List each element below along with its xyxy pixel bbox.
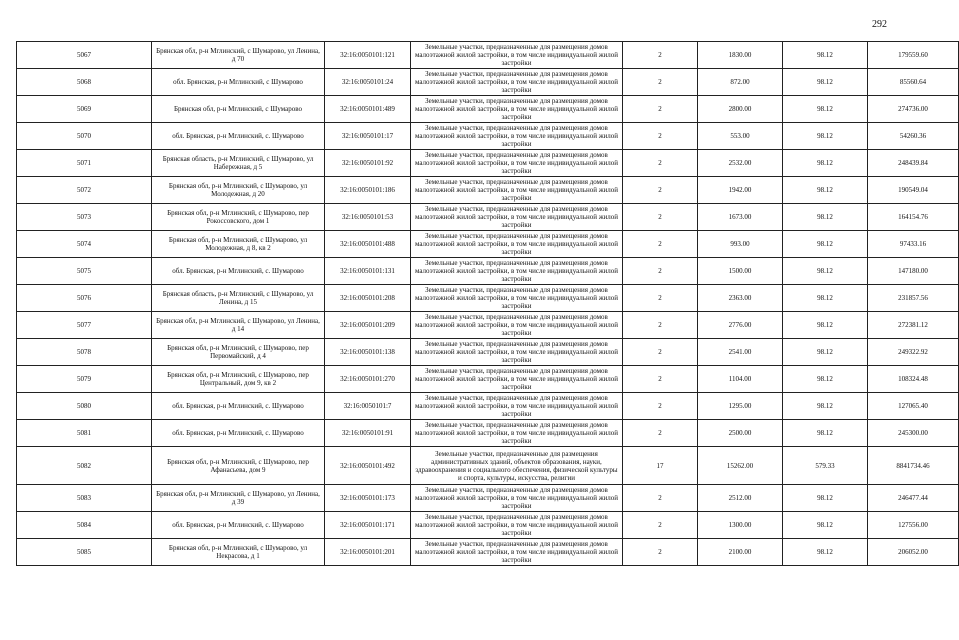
table-row xyxy=(17,339,959,366)
group-code-cell: 2 xyxy=(623,485,698,512)
land-use-cell: Земельные участки, предназначенные для размещения домов малоэтажной жилой застройки, в том числе индивидуальной жилой застройки xyxy=(411,393,623,420)
cadastral-number-cell: 32:16:0050101:91 xyxy=(325,420,411,447)
address-cell: Брянская обл, р-н Мглинский, с Шумарово, ул Молодежная, д 8, кв 2 xyxy=(152,231,325,258)
cadastral-number-cell: 32:16:0050101:24 xyxy=(325,69,411,96)
group-code-cell: 2 xyxy=(623,393,698,420)
row-number: 5068 xyxy=(17,69,152,96)
address-cell: обл. Брянская, р-н Мглинский, с. Шумарово xyxy=(152,512,325,539)
rate-cell: 98.12 xyxy=(783,69,868,96)
land-use-cell: Земельные участки, предназначенные для размещения домов малоэтажной жилой застройки, в том числе индивидуальной жилой застройки xyxy=(411,123,623,150)
table-row xyxy=(17,177,959,204)
row-number: 5074 xyxy=(17,231,152,258)
cadastral-value-cell: 206052.00 xyxy=(868,539,959,566)
cadastral-value-cell: 190549.04 xyxy=(868,177,959,204)
group-code-cell: 2 xyxy=(623,366,698,393)
address-cell: Брянская обл, р-н Мглинский, с Шумарово, пер Центральный, дом 9, кв 2 xyxy=(152,366,325,393)
cadastral-value-cell: 274736.00 xyxy=(868,96,959,123)
rate-cell: 98.12 xyxy=(783,258,868,285)
rate-cell: 98.12 xyxy=(783,204,868,231)
cadastral-number-cell: 32:16:0050101:209 xyxy=(325,312,411,339)
row-number: 5084 xyxy=(17,512,152,539)
table-row xyxy=(17,69,959,96)
table-row xyxy=(17,204,959,231)
land-use-cell: Земельные участки, предназначенные для размещения домов малоэтажной жилой застройки, в том числе индивидуальной жилой застройки xyxy=(411,42,623,69)
group-code-cell: 2 xyxy=(623,123,698,150)
address-cell: Брянская область, р-н Мглинский, с Шумарово, ул Набережная, д 5 xyxy=(152,150,325,177)
cadastral-value-cell: 147180.00 xyxy=(868,258,959,285)
land-use-cell: Земельные участки, предназначенные для размещения домов малоэтажной жилой застройки, в том числе индивидуальной жилой застройки xyxy=(411,366,623,393)
area-cell: 2363.00 xyxy=(698,285,783,312)
rate-cell: 98.12 xyxy=(783,339,868,366)
area-cell: 1830.00 xyxy=(698,42,783,69)
table-row xyxy=(17,285,959,312)
cadastral-value-cell: 231857.56 xyxy=(868,285,959,312)
address-cell: Брянская обл, р-н Мглинский, с Шумарово, ул Молодежная, д 20 xyxy=(152,177,325,204)
address-cell: Брянская обл, р-н Мглинский, с Шумарово, ул Ленина, д 39 xyxy=(152,485,325,512)
row-number: 5083 xyxy=(17,485,152,512)
rate-cell: 98.12 xyxy=(783,150,868,177)
table-row xyxy=(17,485,959,512)
row-number: 5070 xyxy=(17,123,152,150)
cadastral-value-cell: 85560.64 xyxy=(868,69,959,96)
land-use-cell: Земельные участки, предназначенные для размещения домов малоэтажной жилой застройки, в том числе индивидуальной жилой застройки xyxy=(411,258,623,285)
cadastral-value-cell: 245300.00 xyxy=(868,420,959,447)
area-cell: 2532.00 xyxy=(698,150,783,177)
table-row xyxy=(17,512,959,539)
group-code-cell: 2 xyxy=(623,539,698,566)
table-row xyxy=(17,539,959,566)
table-row xyxy=(17,231,959,258)
row-number: 5077 xyxy=(17,312,152,339)
group-code-cell: 2 xyxy=(623,204,698,231)
land-use-cell: Земельные участки, предназначенные для размещения домов малоэтажной жилой застройки, в том числе индивидуальной жилой застройки xyxy=(411,96,623,123)
area-cell: 2776.00 xyxy=(698,312,783,339)
land-use-cell: Земельные участки, предназначенные для размещения домов малоэтажной жилой застройки, в том числе индивидуальной жилой застройки xyxy=(411,312,623,339)
cadastral-number-cell: 32:16:0050101:17 xyxy=(325,123,411,150)
rate-cell: 98.12 xyxy=(783,366,868,393)
cadastral-value-cell: 249322.92 xyxy=(868,339,959,366)
cadastral-number-cell: 32:16:0050101:186 xyxy=(325,177,411,204)
rate-cell: 98.12 xyxy=(783,96,868,123)
area-cell: 1104.00 xyxy=(698,366,783,393)
cadastral-value-cell: 127065.40 xyxy=(868,393,959,420)
row-number: 5081 xyxy=(17,420,152,447)
land-use-cell: Земельные участки, предназначенные для размещения домов малоэтажной жилой застройки, в том числе индивидуальной жилой застройки xyxy=(411,285,623,312)
group-code-cell: 2 xyxy=(623,177,698,204)
row-number: 5071 xyxy=(17,150,152,177)
table-row xyxy=(17,123,959,150)
row-number: 5072 xyxy=(17,177,152,204)
group-code-cell: 2 xyxy=(623,231,698,258)
address-cell: обл. Брянская, р-н Мглинский, с. Шумарово xyxy=(152,420,325,447)
group-code-cell: 2 xyxy=(623,258,698,285)
group-code-cell: 2 xyxy=(623,512,698,539)
address-cell: Брянская обл, р-н Мглинский, с Шумарово, пер Рокоссовского, дом 1 xyxy=(152,204,325,231)
cadastral-value-cell: 246477.44 xyxy=(868,485,959,512)
address-cell: Брянская обл, р-н Мглинский, с Шумарово, ул Ленина, д 14 xyxy=(152,312,325,339)
address-cell: Брянская обл, р-н Мглинский, с Шумарово, пер Первомайский, д 4 xyxy=(152,339,325,366)
address-cell: обл. Брянская, р-н Мглинский, с. Шумарово xyxy=(152,123,325,150)
area-cell: 2800.00 xyxy=(698,96,783,123)
cadastral-value-cell: 248439.84 xyxy=(868,150,959,177)
rate-cell: 98.12 xyxy=(783,539,868,566)
row-number: 5073 xyxy=(17,204,152,231)
area-cell: 1673.00 xyxy=(698,204,783,231)
table-row xyxy=(17,447,959,485)
area-cell: 2541.00 xyxy=(698,339,783,366)
group-code-cell: 2 xyxy=(623,150,698,177)
cadastral-value-cell: 179559.60 xyxy=(868,42,959,69)
area-cell: 1300.00 xyxy=(698,512,783,539)
land-use-cell: Земельные участки, предназначенные для размещения домов малоэтажной жилой застройки, в том числе индивидуальной жилой застройки xyxy=(411,420,623,447)
land-use-cell: Земельные участки, предназначенные для размещения домов малоэтажной жилой застройки, в том числе индивидуальной жилой застройки xyxy=(411,231,623,258)
cadastral-number-cell: 32:16:0050101:138 xyxy=(325,339,411,366)
group-code-cell: 2 xyxy=(623,420,698,447)
table-row xyxy=(17,150,959,177)
address-cell: Брянская обл, р-н Мглинский, с Шумарово, ул Некрасова, д 1 xyxy=(152,539,325,566)
land-use-cell: Земельные участки, предназначенные для размещения домов малоэтажной жилой застройки, в том числе индивидуальной жилой застройки xyxy=(411,339,623,366)
row-number: 5080 xyxy=(17,393,152,420)
area-cell: 993.00 xyxy=(698,231,783,258)
cadastral-value-cell: 108324.48 xyxy=(868,366,959,393)
rate-cell: 98.12 xyxy=(783,123,868,150)
land-use-cell: Земельные участки, предназначенные для размещения домов малоэтажной жилой застройки, в том числе индивидуальной жилой застройки xyxy=(411,204,623,231)
row-number: 5078 xyxy=(17,339,152,366)
row-number: 5076 xyxy=(17,285,152,312)
cadastral-number-cell: 32:16:0050101:488 xyxy=(325,231,411,258)
land-use-cell: Земельные участки, предназначенные для размещения домов малоэтажной жилой застройки, в том числе индивидуальной жилой застройки xyxy=(411,69,623,96)
rate-cell: 579.33 xyxy=(783,447,868,485)
rate-cell: 98.12 xyxy=(783,393,868,420)
group-code-cell: 17 xyxy=(623,447,698,485)
area-cell: 1500.00 xyxy=(698,258,783,285)
cadastral-number-cell: 32:16:0050101:171 xyxy=(325,512,411,539)
cadastral-number-cell: 32:16:0050101:121 xyxy=(325,42,411,69)
land-use-cell: Земельные участки, предназначенные для размещения домов малоэтажной жилой застройки, в том числе индивидуальной жилой застройки xyxy=(411,485,623,512)
table-row xyxy=(17,420,959,447)
cadastral-number-cell: 32:16:0050101:131 xyxy=(325,258,411,285)
row-number: 5075 xyxy=(17,258,152,285)
area-cell: 872.00 xyxy=(698,69,783,96)
area-cell: 1295.00 xyxy=(698,393,783,420)
rate-cell: 98.12 xyxy=(783,312,868,339)
table-row xyxy=(17,312,959,339)
cadastral-number-cell: 32:16:0050101:270 xyxy=(325,366,411,393)
cadastral-number-cell: 32:16:0050101:92 xyxy=(325,150,411,177)
area-cell: 1942.00 xyxy=(698,177,783,204)
rate-cell: 98.12 xyxy=(783,420,868,447)
address-cell: Брянская обл, р-н Мглинский, с Шумарово, пер Афанасьева, дом 9 xyxy=(152,447,325,485)
table-row xyxy=(17,393,959,420)
cadastral-number-cell: 32:16:0050101:7 xyxy=(325,393,411,420)
address-cell: обл. Брянская, р-н Мглинский, с. Шумарово xyxy=(152,393,325,420)
table-row xyxy=(17,96,959,123)
cadastral-value-cell: 54260.36 xyxy=(868,123,959,150)
row-number: 5082 xyxy=(17,447,152,485)
land-use-cell: Земельные участки, предназначенные для размещения домов малоэтажной жилой застройки, в том числе индивидуальной жилой застройки xyxy=(411,177,623,204)
cadastral-number-cell: 32:16:0050101:201 xyxy=(325,539,411,566)
row-number: 5069 xyxy=(17,96,152,123)
table-row xyxy=(17,366,959,393)
address-cell: обл. Брянская, р-н Мглинский, с. Шумарово xyxy=(152,258,325,285)
rate-cell: 98.12 xyxy=(783,42,868,69)
table-row xyxy=(17,42,959,69)
table-body xyxy=(17,42,959,566)
address-cell: Брянская обл, р-н Мглинский, с Шумарово xyxy=(152,96,325,123)
area-cell: 553.00 xyxy=(698,123,783,150)
cadastral-value-cell: 127556.00 xyxy=(868,512,959,539)
row-number: 5079 xyxy=(17,366,152,393)
address-cell: обл. Брянская, р-н Мглинский, с Шумарово xyxy=(152,69,325,96)
group-code-cell: 2 xyxy=(623,96,698,123)
land-use-cell: Земельные участки, предназначенные для размещения административных зданий, объектов образования, науки, здравоохранения и социального обеспечения, физической культуры и спорта, культуры, искусства, религии xyxy=(411,447,623,485)
group-code-cell: 2 xyxy=(623,42,698,69)
cadastral-value-cell: 272381.12 xyxy=(868,312,959,339)
address-cell: Брянская обл, р-н Мглинский, с Шумарово, ул Ленина, д 70 xyxy=(152,42,325,69)
cadastral-value-cell: 97433.16 xyxy=(868,231,959,258)
land-registry-table xyxy=(16,41,959,566)
rate-cell: 98.12 xyxy=(783,285,868,312)
land-use-cell: Земельные участки, предназначенные для размещения домов малоэтажной жилой застройки, в том числе индивидуальной жилой застройки xyxy=(411,150,623,177)
row-number: 5067 xyxy=(17,42,152,69)
row-number: 5085 xyxy=(17,539,152,566)
group-code-cell: 2 xyxy=(623,339,698,366)
cadastral-number-cell: 32:16:0050101:53 xyxy=(325,204,411,231)
cadastral-value-cell: 164154.76 xyxy=(868,204,959,231)
group-code-cell: 2 xyxy=(623,69,698,96)
area-cell: 15262.00 xyxy=(698,447,783,485)
rate-cell: 98.12 xyxy=(783,485,868,512)
area-cell: 2512.00 xyxy=(698,485,783,512)
cadastral-value-cell: 8841734.46 xyxy=(868,447,959,485)
cadastral-number-cell: 32:16:0050101:489 xyxy=(325,96,411,123)
area-cell: 2500.00 xyxy=(698,420,783,447)
cadastral-number-cell: 32:16:0050101:492 xyxy=(325,447,411,485)
rate-cell: 98.12 xyxy=(783,231,868,258)
area-cell: 2100.00 xyxy=(698,539,783,566)
land-use-cell: Земельные участки, предназначенные для размещения домов малоэтажной жилой застройки, в том числе индивидуальной жилой застройки xyxy=(411,539,623,566)
address-cell: Брянская область, р-н Мглинский, с Шумарово, ул Ленина, д 15 xyxy=(152,285,325,312)
page-number: 292 xyxy=(872,19,887,30)
group-code-cell: 2 xyxy=(623,312,698,339)
rate-cell: 98.12 xyxy=(783,177,868,204)
rate-cell: 98.12 xyxy=(783,512,868,539)
cadastral-number-cell: 32:16:0050101:173 xyxy=(325,485,411,512)
land-use-cell: Земельные участки, предназначенные для размещения домов малоэтажной жилой застройки, в том числе индивидуальной жилой застройки xyxy=(411,512,623,539)
group-code-cell: 2 xyxy=(623,285,698,312)
table-row xyxy=(17,258,959,285)
cadastral-number-cell: 32:16:0050101:208 xyxy=(325,285,411,312)
